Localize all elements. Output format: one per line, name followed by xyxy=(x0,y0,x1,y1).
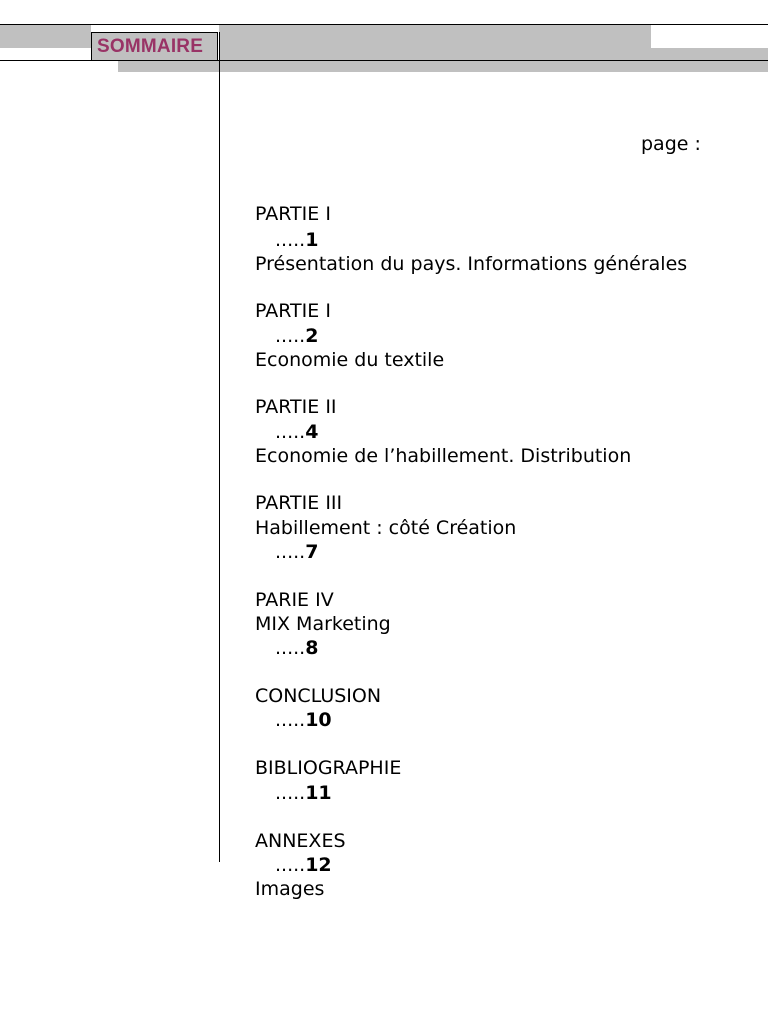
toc-leader-dots: ..... xyxy=(275,325,306,347)
header-band-left xyxy=(0,25,91,48)
toc-part-label: PARTIE II xyxy=(255,396,337,418)
toc-page-number: 7 xyxy=(305,541,319,563)
toc-leader-dots: ..... xyxy=(275,229,306,251)
toc-part-label: PARTIE I xyxy=(255,203,331,225)
toc-section-title: Economie de l’habillement. Distribution xyxy=(255,445,632,467)
toc-page-ref xyxy=(275,228,318,252)
toc-section-title: Images xyxy=(255,878,325,900)
toc-page-number: 10 xyxy=(305,709,332,731)
toc-page-ref xyxy=(275,853,332,877)
page-title: SOMMAIRE xyxy=(97,36,204,57)
toc-page-ref xyxy=(275,781,332,805)
toc-page-ref xyxy=(275,540,318,564)
toc-part-label: BIBLIOGRAPHIE xyxy=(255,757,402,779)
toc-part-label: PARTIE III xyxy=(255,492,343,514)
toc-section-title: Economie du textile xyxy=(255,349,445,371)
toc-part-label: CONCLUSION xyxy=(255,685,382,707)
toc-part-label: PARTIE I xyxy=(255,300,331,322)
toc-section-title: MIX Marketing xyxy=(255,613,391,635)
header-shadow-band xyxy=(118,61,768,72)
toc-page-ref xyxy=(275,708,332,732)
toc-section-title: Habillement : côté Création xyxy=(255,517,517,539)
toc-page-number: 2 xyxy=(305,325,319,347)
toc-section-title: Présentation du pays. Informations générales xyxy=(255,253,688,275)
toc-leader-dots: ..... xyxy=(275,637,306,659)
page-column-label: page : xyxy=(641,133,701,155)
toc-part-label: ANNEXES xyxy=(255,830,346,852)
margin-rule xyxy=(219,32,220,862)
toc-part-label: PARIE IV xyxy=(255,589,334,611)
toc-page-number: 8 xyxy=(305,637,319,659)
toc-page-ref xyxy=(275,420,318,444)
toc-page-number: 1 xyxy=(305,229,319,251)
toc-leader-dots: ..... xyxy=(275,421,306,443)
toc-leader-dots: ..... xyxy=(275,782,306,804)
header-band-right xyxy=(651,48,768,60)
toc-page-ref xyxy=(275,324,318,348)
toc-page-ref xyxy=(275,636,318,660)
toc-leader-dots: ..... xyxy=(275,709,306,731)
header-band-main xyxy=(219,25,651,60)
toc-page-number: 4 xyxy=(305,421,319,443)
toc-leader-dots: ..... xyxy=(275,541,306,563)
toc-page-number: 11 xyxy=(305,782,332,804)
toc-page-number: 12 xyxy=(305,854,332,876)
toc-leader-dots: ..... xyxy=(275,854,306,876)
